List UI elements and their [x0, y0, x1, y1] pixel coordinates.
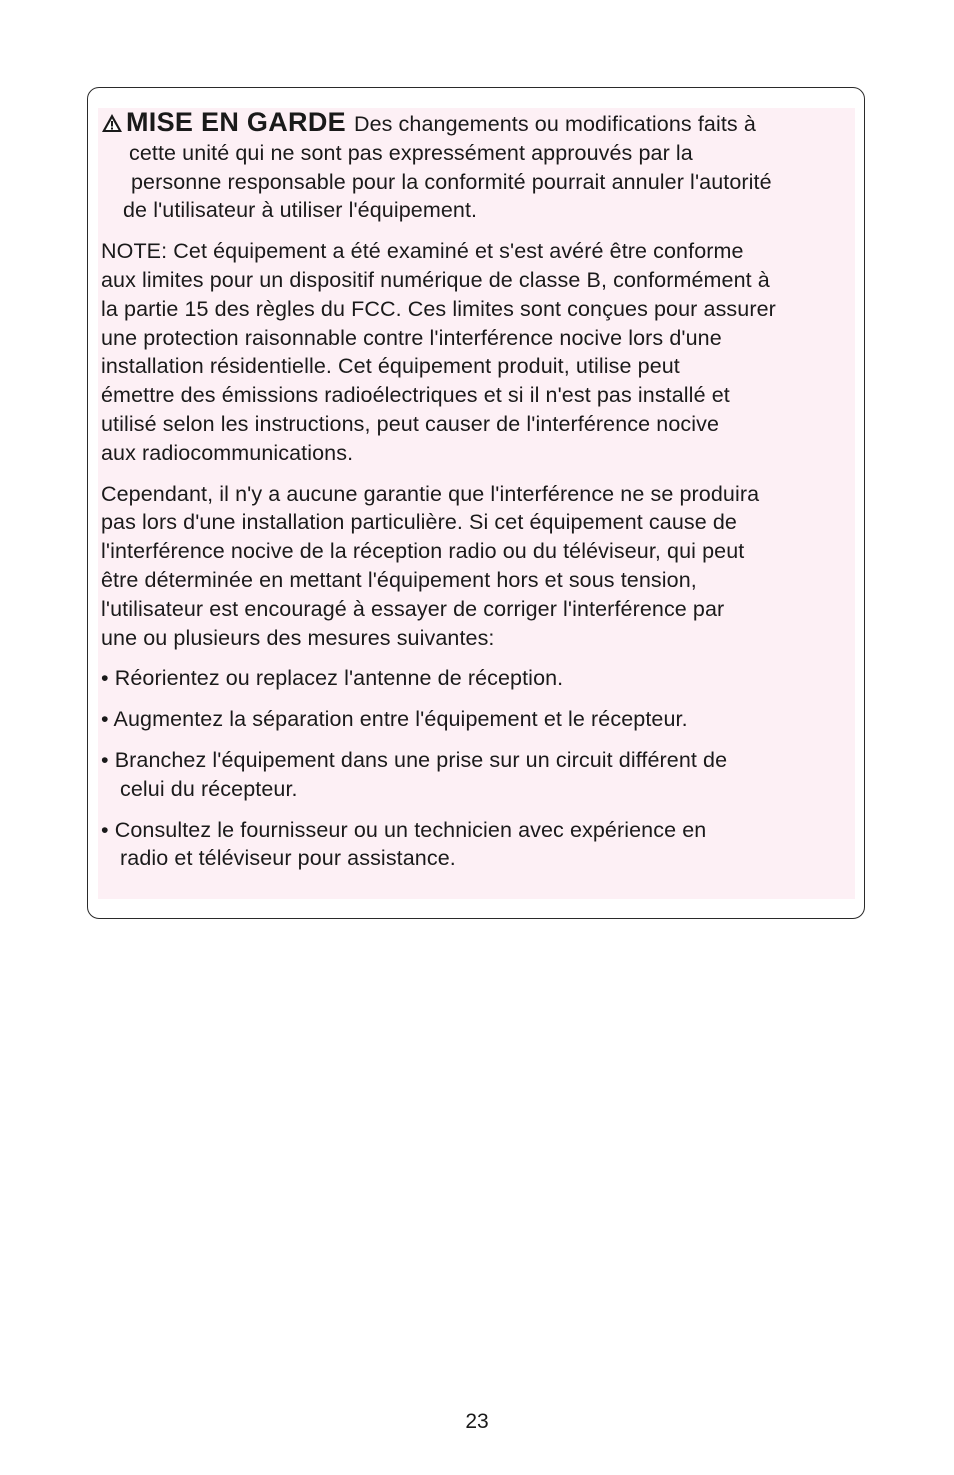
bullet-item [101, 746, 855, 804]
bullet-line: • Réorientez ou replacez l'antenne de réception. [101, 666, 564, 691]
bullet-continuation: radio et téléviseur pour assistance. [120, 846, 456, 871]
note-line: installation résidentielle. Cet équipement produit, utilise peut [101, 354, 680, 379]
bullet-item [101, 664, 855, 693]
warning-line-4: de l'utilisateur à utiliser l'équipement. [123, 198, 478, 223]
warning-line-1: Des changements ou modifications faits à [353, 112, 756, 136]
cependant-line: l'utilisateur est encouragé à essayer de corriger l'interférence par [101, 596, 725, 621]
bullet-item [101, 816, 855, 874]
bullet-line: • Consultez le fournisseur ou un technicien avec expérience en [101, 817, 707, 842]
note-line: aux limites pour un dispositif numérique de classe B, conformément à [101, 267, 770, 292]
note-line: aux radiocommunications. [101, 440, 354, 465]
warning-title: MISE EN GARDE [126, 107, 346, 137]
cependant-line: être déterminée en mettant l'équipement hors et sous tension, [101, 567, 697, 592]
bullet-item [101, 705, 855, 734]
note-line: utilisé selon les instructions, peut causer de l'interférence nocive [101, 411, 720, 436]
warning-line-3: personne responsable pour la conformité pourrait annuler l'autorité [131, 169, 772, 194]
cependant-line: une ou plusieurs des mesures suivantes: [101, 625, 495, 650]
notice-panel [98, 108, 855, 899]
bullet-line: • Augmentez la séparation entre l'équipement et le récepteur. [101, 707, 688, 732]
bullet-continuation: celui du récepteur. [120, 776, 298, 801]
warning-block [101, 108, 855, 225]
warning-first-line [101, 108, 855, 139]
bullet-line: • Branchez l'équipement dans une prise sur un circuit différent de [101, 747, 728, 772]
note-paragraph [101, 237, 855, 467]
cependant-paragraph [101, 480, 855, 653]
note-line: la partie 15 des règles du FCC. Ces limites sont conçues pour assurer [101, 296, 776, 321]
warning-heading [101, 108, 354, 137]
note-line: émettre des émissions radioélectriques et si il n'est pas installé et [101, 383, 730, 408]
note-line: une protection raisonnable contre l'interférence nocive lors d'une [101, 325, 722, 350]
notice-box [87, 87, 865, 919]
cependant-line: l'interférence nocive de la réception radio ou du téléviseur, qui peut [101, 539, 745, 564]
cependant-line: Cependant, il n'y a aucune garantie que l'interférence ne se produira [101, 481, 760, 506]
warning-line-2: cette unité qui ne sont pas expressément approuvés par la [129, 140, 693, 165]
cependant-line: pas lors d'une installation particulière. Si cet équipement cause de [101, 510, 737, 535]
page-number: 23 [465, 1410, 489, 1433]
note-line: NOTE: Cet équipement a été examiné et s'est avéré être conforme [101, 239, 744, 264]
warning-triangle-icon [101, 113, 123, 133]
